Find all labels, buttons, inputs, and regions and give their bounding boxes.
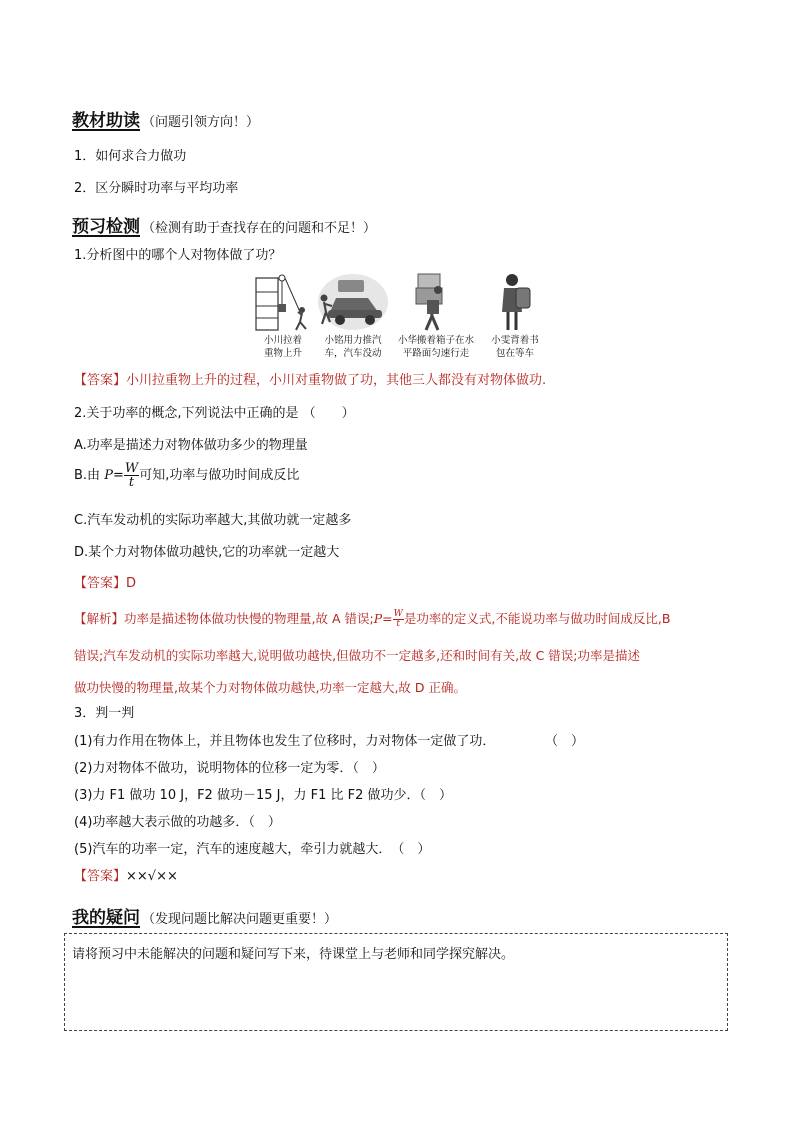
judge-item-4: (4)功率越大表示做的功越多．（ ）: [74, 815, 281, 830]
caption-4: 小雯背着书 包在等车: [491, 335, 539, 359]
question-notes-box[interactable]: [64, 933, 728, 1031]
section-heading-my-questions: [72, 903, 337, 928]
guide-item-2: 2．区分瞬时功率与平均功率: [74, 181, 239, 196]
judge-item-1: (1)有力作用在物体上，并且物体也发生了位移时，力对物体一定做了功． （ ）: [74, 734, 585, 749]
pulling-weight-illustration: [254, 272, 316, 332]
caption-3: 小华搬着箱子在水 平路面匀速行走: [397, 335, 474, 359]
question-2-option-a: A.功率是描述力对物体做功多少的物理量: [74, 438, 308, 453]
backpack-girl-illustration: [482, 272, 544, 332]
heading-note: （问题引领方向！）: [142, 115, 260, 130]
question-3-answer: [74, 865, 178, 884]
judge-item-5: (5)汽车的功率一定，汽车的速度越大，牵引力就越大． （ ）: [74, 842, 431, 857]
caption-1: 小川拉着 重物上升: [263, 335, 302, 359]
question-1-figure: [250, 272, 550, 364]
heading-note: （发现问题比解决问题更重要！）: [142, 912, 338, 927]
answer-text: D: [126, 576, 137, 591]
question-2-answer: [74, 572, 136, 591]
heading-title: 我的疑问: [72, 908, 140, 928]
caption-2: 小铭用力推汽 车，汽车没动: [324, 335, 382, 359]
heading-title: 教材助读: [72, 111, 140, 131]
section-heading-reading-guide: [72, 106, 259, 131]
question-2-option-b: B.由 P= $\frac{W}{t}$ 可知,功率与做功时间成反比: [74, 461, 300, 490]
heading-note: （检测有助于查找存在的问题和不足！）: [142, 221, 377, 236]
question-2-analysis-line-2: 错误;汽车发动机的实际功率越大,说明做功越快,但做功不一定越多,还和时间有关,故 C 错误;功率是描述: [74, 648, 640, 663]
carrying-box-illustration: [400, 272, 462, 332]
notes-box-prompt: 请将预习中未能解决的问题和疑问写下来，待课堂上与老师和同学探究解决。: [72, 947, 515, 962]
question-2-option-c: C.汽车发动机的实际功率越大,其做功就一定越多: [74, 513, 352, 528]
question-2-analysis-line-3: 做功快慢的物理量,故某个力对物体做功越快,功率一定越大,故 D 正确。: [74, 680, 466, 695]
guide-item-1: 1．如何求合力做功: [74, 149, 187, 164]
judge-item-3: (3)力 F1 做功 10 J，F2 做功－15 J，力 F1 比 F2 做功少．（ ）: [74, 788, 452, 803]
question-1-answer: [74, 369, 546, 388]
heading-title: 预习检测: [72, 217, 140, 237]
question-2-option-d: D.某个力对物体做功越快,它的功率就一定越大: [74, 545, 340, 560]
pushing-car-illustration: [316, 272, 390, 332]
question-3-title: 3．判一判: [74, 706, 135, 721]
judge-item-2: (2)力对物体不做功，说明物体的位移一定为零．（ ）: [74, 761, 385, 776]
question-2-analysis-line-1: 【解析】功率是描述物体做功快慢的物理量,故 A 错误;P= $\frac{W}{t}$ 是功率的定义式,不能说功率与做功时间成反比,B: [74, 609, 671, 629]
answer-tag: 【答案】: [74, 373, 127, 388]
answer-text: 小川拉重物上升的过程，小川对重物做了功，其他三人都没有对物体做功.: [126, 373, 547, 388]
question-1: 1.分析图中的哪个人对物体做了功？: [74, 248, 282, 263]
answer-tag: 【答案】: [74, 576, 127, 591]
answer-tag: 【答案】: [74, 869, 127, 884]
question-2: 2.关于功率的概念,下列说法中正确的是 （ ）: [74, 406, 355, 421]
answer-text: ××√××: [126, 869, 178, 884]
section-heading-preview-check: [72, 212, 376, 237]
